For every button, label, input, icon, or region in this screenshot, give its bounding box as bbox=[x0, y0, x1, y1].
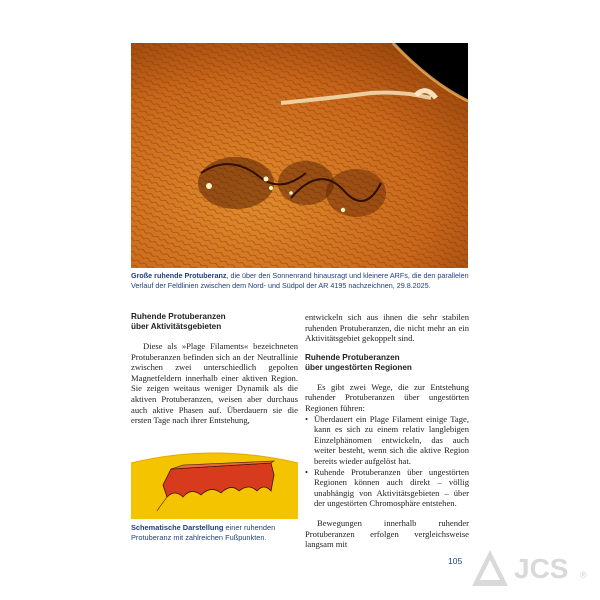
section-heading-2b: über ungestörten Regionen bbox=[305, 362, 412, 372]
prominence-diagram bbox=[131, 441, 298, 519]
left-column bbox=[131, 312, 298, 426]
photo-caption-title: Große ruhende Protuberanz bbox=[131, 271, 227, 280]
page-number: 105 bbox=[448, 556, 463, 566]
bullet-text-1: Überdauert ein Plage Filament einige Tage, kann es sich zu einem relativ langlebigen Einzelphänomen entwickeln, das auch weiter besteht, wenn sich die aktive Region bereits wieder aufgelöst hat. bbox=[314, 413, 469, 466]
bullet-text-2: Ruhende Protuberanzen über ungestörten Regionen können auch direkt – völlig unabhängig von Aktivitätsgebieten – über der ungestörten Chromosphäre entstehen. bbox=[314, 466, 469, 509]
right-paragraph-3: Bewegungen innerhalb ruhender Protuberanzen erfolgen vergleichsweise langsam mit bbox=[305, 517, 469, 550]
right-paragraph-1: entwickeln sich aus ihnen die sehr stabilen ruhenden Protuberanzen, die nicht mehr an ein Aktivitätsgebiet gekoppelt sind. bbox=[305, 312, 469, 344]
section-heading-1a: Ruhende Protuberanzen bbox=[131, 312, 226, 321]
section-heading-1b: über Aktivitätsgebieten bbox=[131, 322, 222, 331]
jcs-logo-mark: ® bbox=[580, 570, 587, 580]
diagram-caption bbox=[131, 523, 298, 543]
right-column bbox=[305, 312, 469, 550]
section-heading-2a: Ruhende Protuberanzen bbox=[305, 352, 400, 362]
diagram-caption-text: einer ruhenden Protuberanz mit zahlreichen Fußpunkten. bbox=[131, 523, 276, 542]
solar-photo bbox=[131, 43, 468, 268]
bullet-item: • Ruhende Protuberanzen über ungestörten Regionen können auch direkt – völlig unabhängig von Aktivitätsgebieten – über der ungestörten Chromosphäre entstehen. bbox=[305, 466, 469, 509]
photo-caption-text: , die über den Sonnenrand hinausragt und kleinere ARFs, die den parallelen Verlauf der Feldlinien zwischen dem Nord- und Südpol der AR 4195 nachzeichnen, 29.8.2025. bbox=[131, 271, 469, 290]
right-paragraph-2: Es gibt zwei Wege, die zur Entstehung ruhender Protuberanzen über ungestörten Regionen führen: bbox=[305, 381, 469, 413]
left-paragraph: Diese als »Plage Filaments« bezeichneten Protuberanzen befinden sich an der Neutrallinie zwischen zwei unterschiedlich gepolten Magnetfeldern innerhalb einer aktiven Region. Sie zeigen weitaus weniger Dynamik als die aktiven Protuberanzen, weisen aber durchaus auch aktive Phasen auf. Überdauern sie die ersten Tage nach ihrer Entstehung, bbox=[131, 341, 298, 426]
jcs-logo bbox=[468, 540, 596, 594]
jcs-logo-triangle-icon bbox=[472, 550, 508, 586]
bullet-item: • Überdauert ein Plage Filament einige Tage, kann es sich zu einem relativ langlebigen Einzelphänomen entwickeln, das auch weiter besteht, wenn sich die aktive Region bereits wieder aufgelöst hat. bbox=[305, 413, 469, 466]
solar-surface-image bbox=[131, 43, 468, 268]
photo-caption bbox=[131, 271, 469, 291]
jcs-logo-text: JCS bbox=[514, 553, 569, 584]
diagram-caption-title: Schematische Darstellung bbox=[131, 523, 224, 532]
